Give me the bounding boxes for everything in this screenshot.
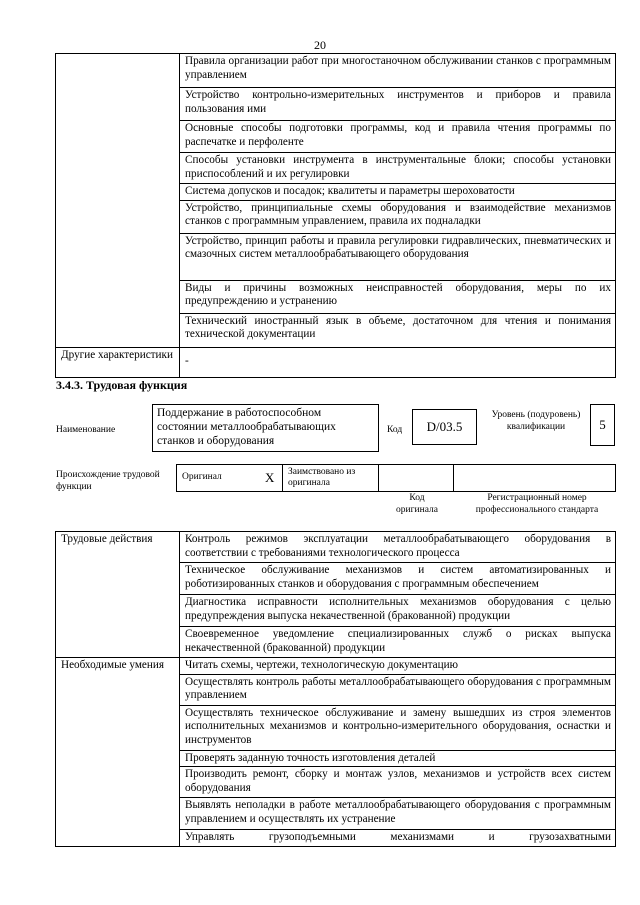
skill-item: Производить ремонт, сборку и монтаж узлов, механизмов и устройств всех систем оборудования [180, 767, 616, 798]
regnum-caption: Регистрационный номер профессионального стандарта [475, 493, 599, 515]
other-characteristics-label: Другие характеристики [56, 347, 180, 377]
action-item: Диагностика исправности исполнительных механизмов оборудования с целью предупреждения выпуска некачественной (бракованной) продукции [180, 595, 616, 627]
skill-item: Читать схемы, чертежи, технологическую документацию [180, 658, 616, 675]
actions-label: Трудовые действия [56, 532, 180, 658]
action-item: Контроль режимов эксплуатации металлообрабатывающего оборудования в соответствии с требованиями технологического процесса [180, 532, 616, 563]
skill-item: Выявлять неполадки в работе металлообрабатывающего оборудования с программным управлением и осуществлять их устранение [180, 798, 616, 830]
level-box [590, 404, 615, 446]
function-code-value: D/03.5 [426, 419, 463, 434]
original-mark: X [257, 465, 283, 492]
skills-label: Необходимые умения [56, 658, 180, 847]
origin-label: Происхождение трудовой функции [56, 470, 160, 492]
knowledge-item: Устройство контрольно-измерительных инструментов и приборов и правила пользования ими [180, 88, 616, 121]
knowledge-table [55, 53, 616, 378]
skill-item: Осуществлять техническое обслуживание и замену вышедших из строя элементов исполнительных механизмов и контрольно-измерительного оборудования, оснастки и инструментов [180, 705, 616, 750]
level-value: 5 [599, 417, 606, 432]
knowledge-item: Основные способы подготовки программы, код и правила чтения программы по распечатке и перфоленте [180, 121, 616, 153]
knowledge-item: Правила организации работ при многостаночном обслуживании станков с программным управлением [180, 54, 616, 88]
knowledge-item: Технический иностранный язык в объеме, достаточном для чтения и понимания технической документации [180, 313, 616, 347]
original-code-cell [379, 465, 454, 492]
knowledge-item: Устройство, принцип работы и правила регулировки гидравлических, пневматических и смазочных систем металлообрабатывающего оборудования [180, 233, 616, 280]
knowledge-item: Система допусков и посадок; квалитеты и параметры шероховатости [180, 184, 616, 201]
function-code-box [412, 409, 477, 445]
reg-number-cell [454, 465, 616, 492]
skill-item: Проверять заданную точность изготовления деталей [180, 750, 616, 767]
section-heading: 3.4.3. Трудовая функция [56, 378, 188, 392]
skill-item: Осуществлять контроль работы металлообрабатывающего оборудования с программным управлением [180, 674, 616, 705]
knowledge-item: Виды и причины возможных неисправностей оборудования, меры по их предупреждению и устранению [180, 280, 616, 313]
action-item: Своевременное уведомление специализированных служб о рисках выпуска некачественной (бракованной) продукции [180, 627, 616, 658]
code-caption: Код оригинала [396, 493, 438, 515]
borrowed-label: Заимствовано из оригинала [283, 465, 379, 492]
code-label: Код [387, 425, 403, 435]
page-number: 20 [314, 38, 326, 52]
level-label: Уровень (подуровень) квалификации [491, 410, 581, 432]
knowledge-item: Устройство, принципиальные схемы оборудования и взаимодействие механизмов станков с программным управлением, правила их подналадки [180, 200, 616, 233]
knowledge-item: Способы установки инструмента в инструментальные блоки; способы установки приспособлений и их регулировки [180, 153, 616, 184]
knowledge-label-cell [56, 54, 180, 348]
skill-item-partial: Управлять грузоподъемными механизмами и грузозахватными [180, 830, 616, 847]
action-item: Техническое обслуживание механизмов и систем автоматизированных и роботизированных станков и оборудования с программным обеспечением [180, 563, 616, 595]
labor-actions-table [55, 531, 616, 847]
original-label: Оригинал [177, 465, 257, 492]
name-label: Наименование [56, 425, 116, 435]
other-characteristics-value: - [180, 347, 616, 377]
origin-table [176, 464, 616, 492]
function-name-box: Поддержание в работоспособном состоянии металлообрабатывающих станков и оборудования [152, 404, 379, 452]
